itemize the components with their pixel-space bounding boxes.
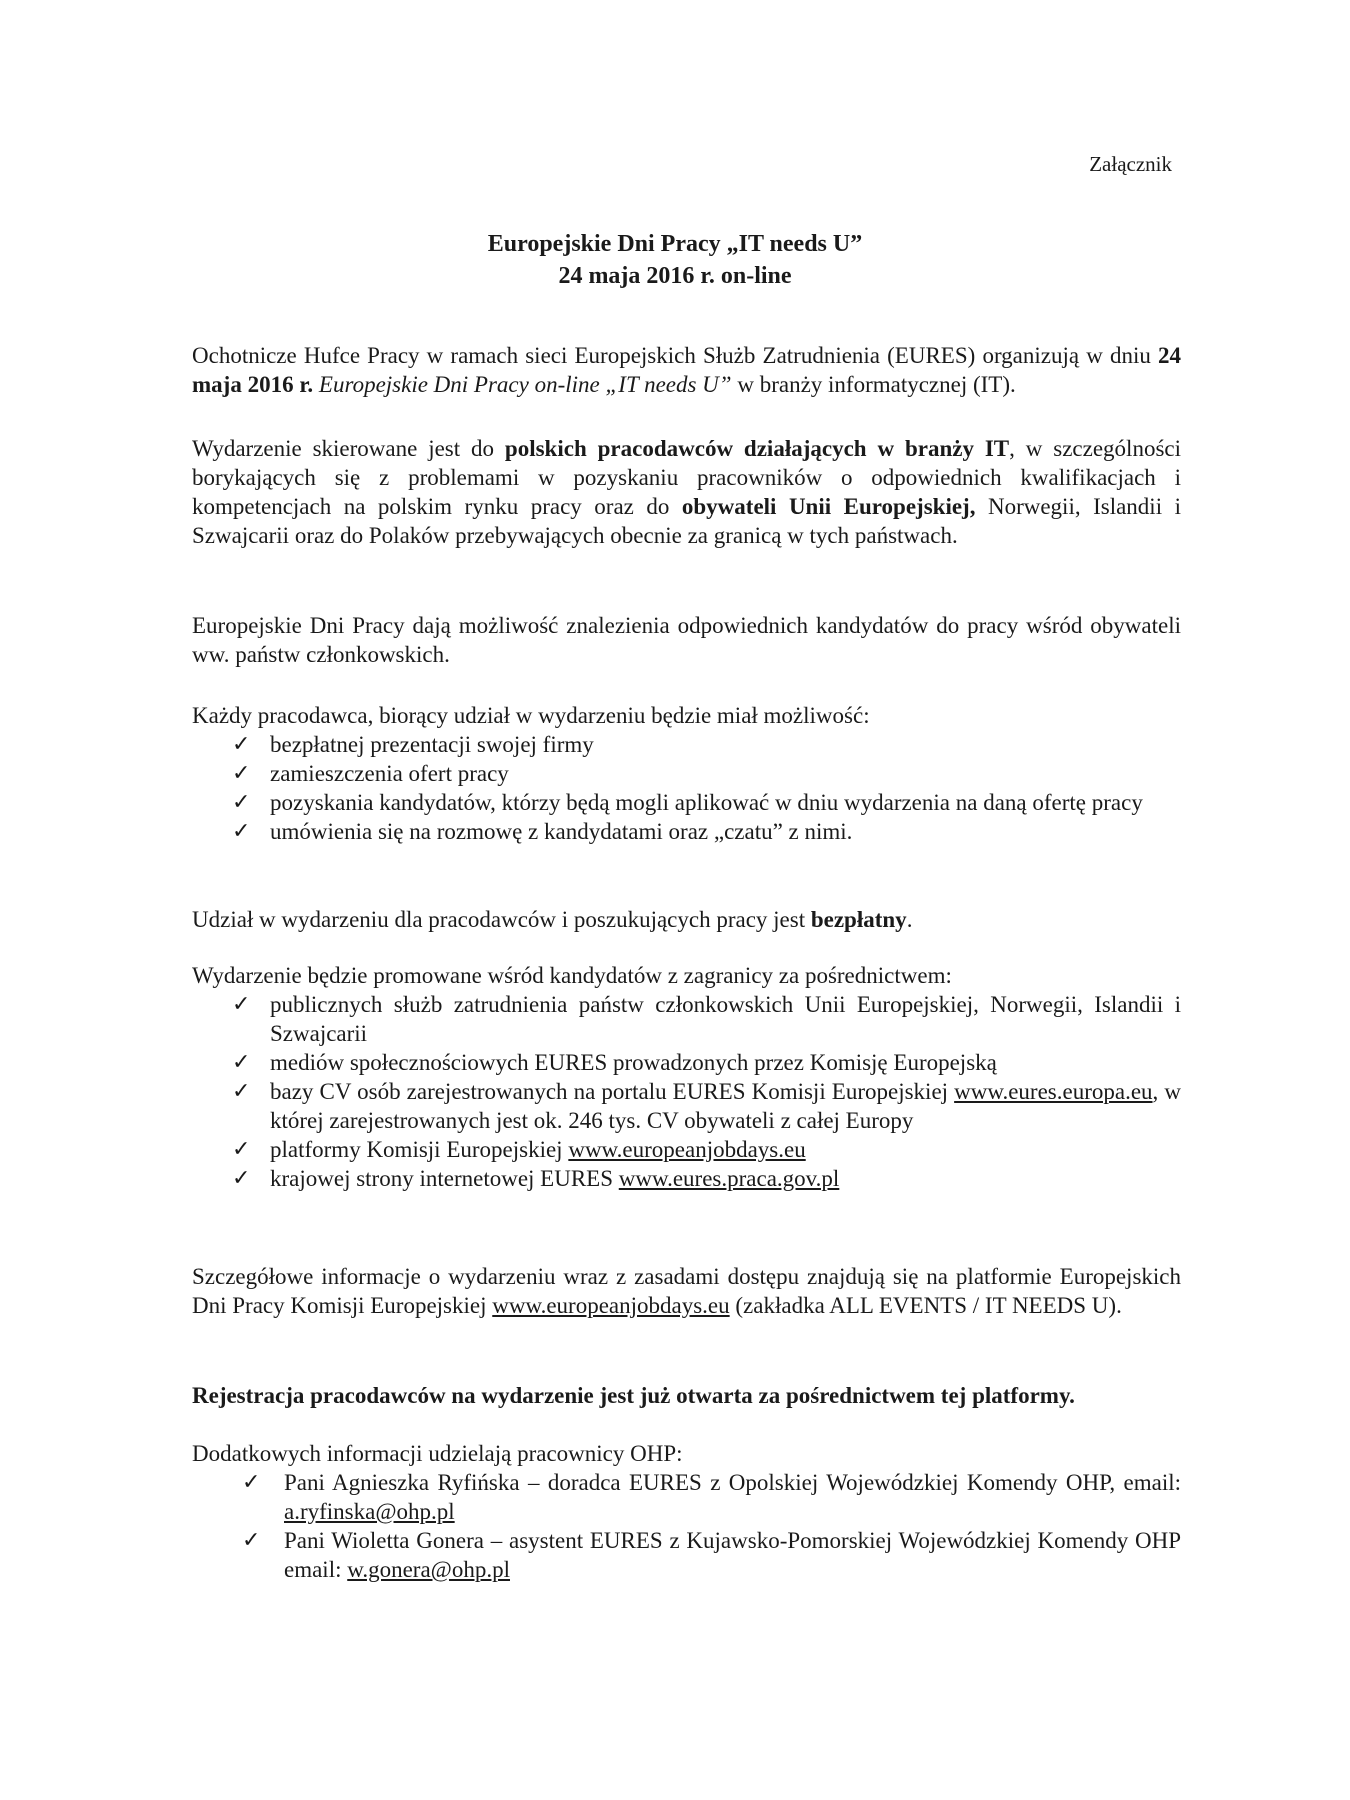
free-period: .	[906, 907, 913, 932]
contact-text: Pani Wioletta Gonera – asystent EURES z Kujawsko-Pomorskiej Wojewódzkiej Komendy OHP email:	[284, 1528, 1181, 1582]
audience-citizens: obywateli Unii Europejskiej,	[681, 494, 976, 519]
free-emphasis: bezpłatny	[810, 907, 907, 932]
list-item-text: bezpłatnej prezentacji swojej firmy	[270, 732, 594, 757]
audience-employers: polskich pracodawców działających w branży IT	[504, 436, 1010, 461]
audience-text-end: Norwegii, Islandii i Szwajcarii oraz do Polaków przebywających obecnie za granicą w tych państwach.	[192, 494, 1181, 548]
registration-notice: Rejestracja pracodawców na wydarzenie jest już otwarta za pośrednictwem tej platformy.	[192, 1383, 1075, 1408]
promotion-section	[192, 961, 1181, 1193]
checkmark-icon: ✓	[232, 1137, 251, 1162]
checkmark-icon: ✓	[242, 1470, 261, 1495]
list-item-text: mediów społecznościowych EURES prowadzonych przez Komisję Europejską	[270, 1050, 997, 1075]
list-item	[192, 1135, 1181, 1164]
list-item	[192, 990, 1181, 1048]
list-item-text: umówienia się na rozmowę z kandydatami oraz „czatu” z nimi.	[270, 819, 853, 844]
list-item-text: pozyskania kandydatów, którzy będą mogli aplikować w dniu wydarzenia na daną ofertę pracy	[270, 790, 1143, 815]
annex-label: Załącznik	[1089, 152, 1172, 176]
benefits-intro: Każdy pracodawca, biorący udział w wydarzeniu będzie miał możliwość:	[192, 703, 870, 728]
audience-paragraph	[192, 434, 1181, 550]
intro-paragraph	[192, 341, 1181, 399]
checkmark-icon: ✓	[232, 732, 251, 757]
contacts-intro: Dodatkowych informacji udzielają pracownicy OHP:	[192, 1441, 683, 1466]
checkmark-icon: ✓	[232, 1079, 251, 1104]
list-item-text: platformy Komisji Europejskiej	[270, 1137, 569, 1162]
benefits-list	[192, 730, 1181, 846]
title-line-2: 24 maja 2016 r. on-line	[558, 263, 792, 289]
contact-text: Pani Agnieszka Ryfińska – doradca EURES z Opolskiej Wojewódzkiej Komendy OHP, email:	[284, 1470, 1181, 1495]
list-item	[192, 1468, 1181, 1526]
details-paragraph	[192, 1262, 1181, 1320]
list-item-text: publicznych służb zatrudnienia państw członkowskich Unii Europejskiej, Norwegii, Islandii i Szwajcarii	[270, 992, 1181, 1046]
audience-text-mid: , w szczególności borykających się z problemami w pozyskaniu pracowników o odpowiednich kwalifikacjach i kompetencjach na polskim rynku pracy oraz do	[192, 436, 1181, 519]
title-line-1: Europejskie Dni Pracy „IT needs U”	[487, 231, 863, 257]
details-text-end: (zakładka ALL EVENTS / IT NEEDS U).	[729, 1293, 1122, 1318]
opportunity-paragraph: Europejskie Dni Pracy dają możliwość znalezienia odpowiednich kandydatów do pracy wśród obywateli ww. państw członkowskich.	[192, 613, 1181, 667]
benefits-section	[192, 701, 1181, 846]
contacts-list	[192, 1468, 1181, 1584]
list-item	[192, 817, 1181, 846]
europeanjobdays-link[interactable]: www.europeanjobdays.eu	[568, 1137, 806, 1162]
details-text: Szczegółowe informacje o wydarzeniu wraz z zasadami dostępu znajdują się na platformie Europejskich Dni Pracy Komisji Europejskiej	[192, 1264, 1181, 1318]
eures-praca-link[interactable]: www.eures.praca.gov.pl	[618, 1166, 840, 1191]
eures-portal-link[interactable]: www.eures.europa.eu	[954, 1079, 1153, 1104]
list-item-text: zamieszczenia ofert pracy	[270, 761, 509, 786]
contacts-section	[192, 1439, 1181, 1584]
checkmark-icon: ✓	[232, 992, 251, 1017]
checkmark-icon: ✓	[232, 1166, 251, 1191]
email-link[interactable]: w.gonera@ohp.pl	[347, 1557, 510, 1582]
checkmark-icon: ✓	[232, 1050, 251, 1075]
europeanjobdays-link[interactable]: www.europeanjobdays.eu	[492, 1293, 730, 1318]
email-link[interactable]: a.ryfinska@ohp.pl	[284, 1499, 455, 1524]
audience-text: Wydarzenie skierowane jest do	[192, 436, 505, 461]
intro-event-name: Europejskie Dni Pracy on-line „IT needs U”	[318, 372, 732, 397]
list-item-text: bazy CV osób zarejestrowanych na portalu EURES Komisji Europejskiej	[270, 1079, 955, 1104]
promotion-intro: Wydarzenie będzie promowane wśród kandydatów z zagranicy za pośrednictwem:	[192, 963, 952, 988]
list-item	[192, 1526, 1181, 1584]
checkmark-icon: ✓	[232, 761, 251, 786]
document-title	[0, 228, 1350, 292]
intro-date: 24 maja 2016 r.	[192, 343, 1181, 397]
free-participation-paragraph	[192, 905, 1181, 934]
checkmark-icon: ✓	[242, 1528, 261, 1553]
list-item-text: krajowej strony internetowej EURES	[270, 1166, 619, 1191]
promotion-list	[192, 990, 1181, 1193]
list-item	[192, 1048, 1181, 1077]
checkmark-icon: ✓	[232, 819, 251, 844]
list-item	[192, 1077, 1181, 1135]
list-item	[192, 759, 1181, 788]
intro-text: Ochotnicze Hufce Pracy w ramach sieci Europejskich Służb Zatrudnienia (EURES) organizują w dniu	[192, 343, 1158, 368]
checkmark-icon: ✓	[232, 790, 251, 815]
list-item	[192, 788, 1181, 817]
list-item	[192, 730, 1181, 759]
intro-text-end: w branży informatycznej (IT).	[731, 372, 1016, 397]
list-item	[192, 1164, 1181, 1193]
list-item-text-end: , w której zarejestrowanych jest ok. 246 tys. CV obywateli z całej Europy	[270, 1079, 1181, 1133]
free-text: Udział w wydarzeniu dla pracodawców i poszukujących pracy jest	[192, 907, 811, 932]
